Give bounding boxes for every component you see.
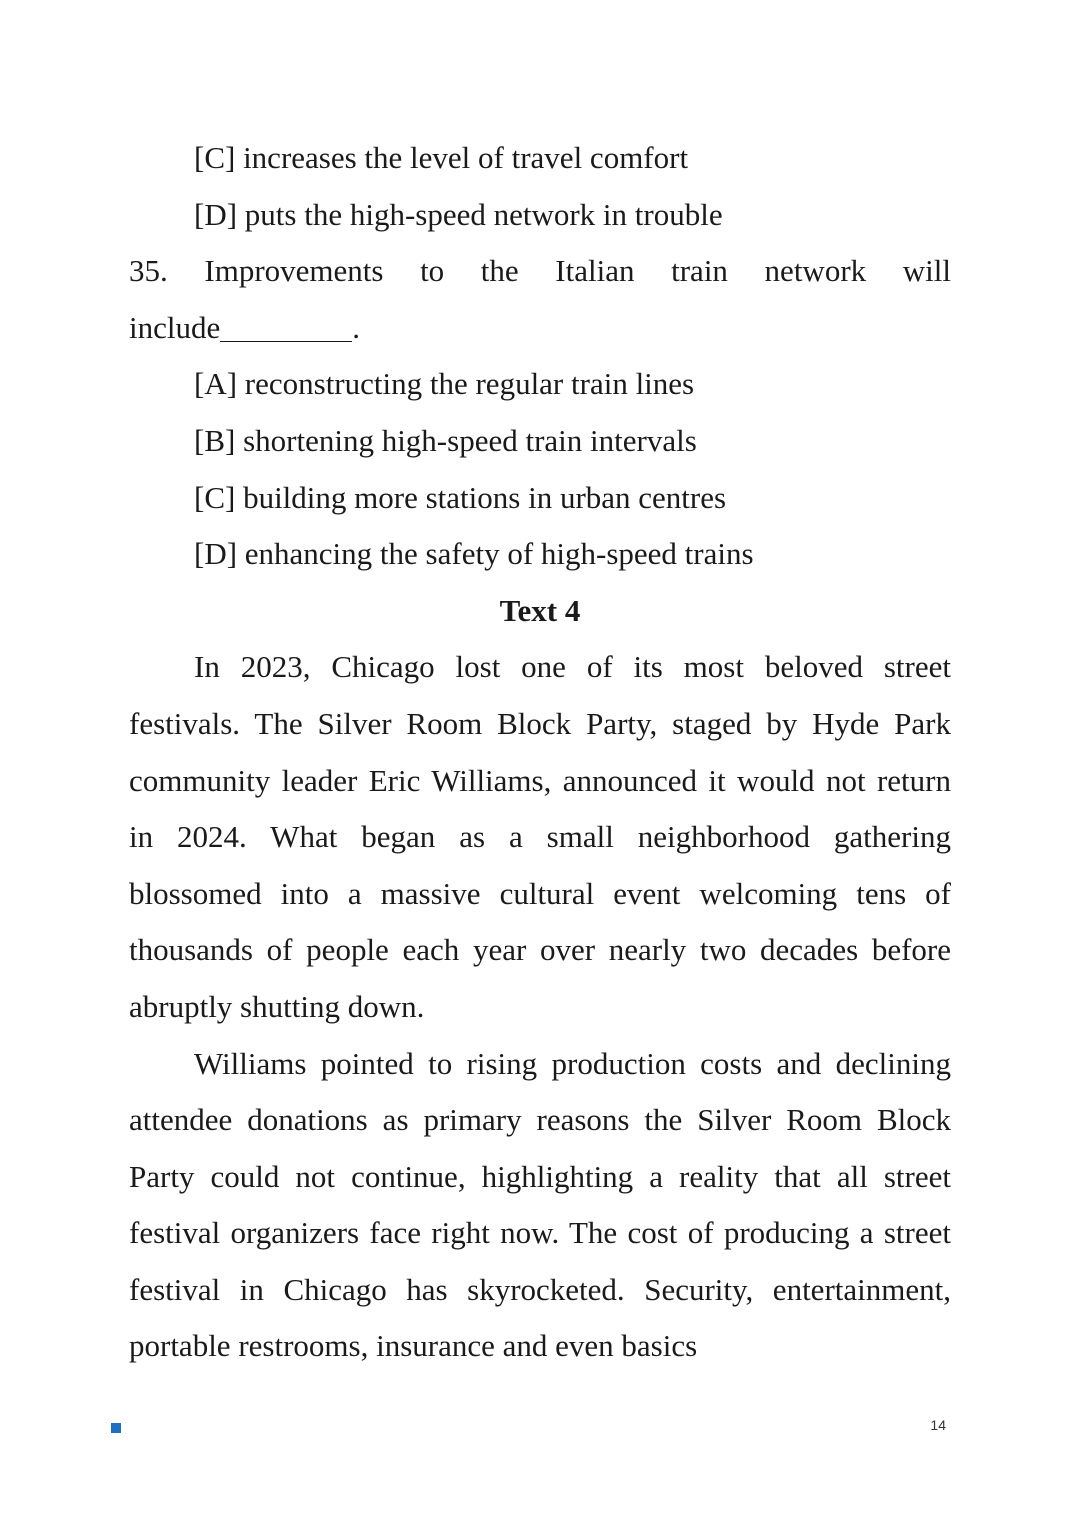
q35-stem-line1: 35. Improvements to the Italian train network will [129,253,951,289]
section-title: Text 4 [499,592,581,628]
q35-option-c: [C] building more stations in urban centres [194,479,727,515]
q35-option-a: [A] reconstructing the regular train lines [194,366,695,402]
answer-blank [220,340,352,342]
page-content [129,130,951,1375]
q35-option-b: [B] shortening high-speed train intervals [194,422,697,458]
page-number: 14 [930,1417,946,1433]
q35-stem-period: . [352,309,360,345]
text4-paragraph-1: In 2023, Chicago lost one of its most beloved street festivals. The Silver Room Block Party, staged by Hyde Park community leader Eric Williams, announced it would not return in 2024. What began as a small neighborhood gathering blossomed into a massive cultural event welcoming tens of thousands of people each year over nearly two decades before abruptly shutting down. [129,649,951,1024]
q34-option-d: [D] puts the high-speed network in trouble [194,196,723,232]
q35-stem-word: include [129,309,221,345]
q35-option-d: [D] enhancing the safety of high-speed trains [194,536,754,572]
q34-option-c: [C] increases the level of travel comfort [194,140,689,175]
text4-paragraph-2: Williams pointed to rising production costs and declining attendee donations as primary reasons the Silver Room Block Party could not continue, highlighting a reality that all street festival organizers face right now. The cost of producing a street festival in Chicago has skyrocketed. Security, entertainment, portable restrooms, insurance and even basics [129,1045,951,1364]
footer-marker-icon [111,1423,121,1433]
q35-stem-line2 [129,300,951,357]
